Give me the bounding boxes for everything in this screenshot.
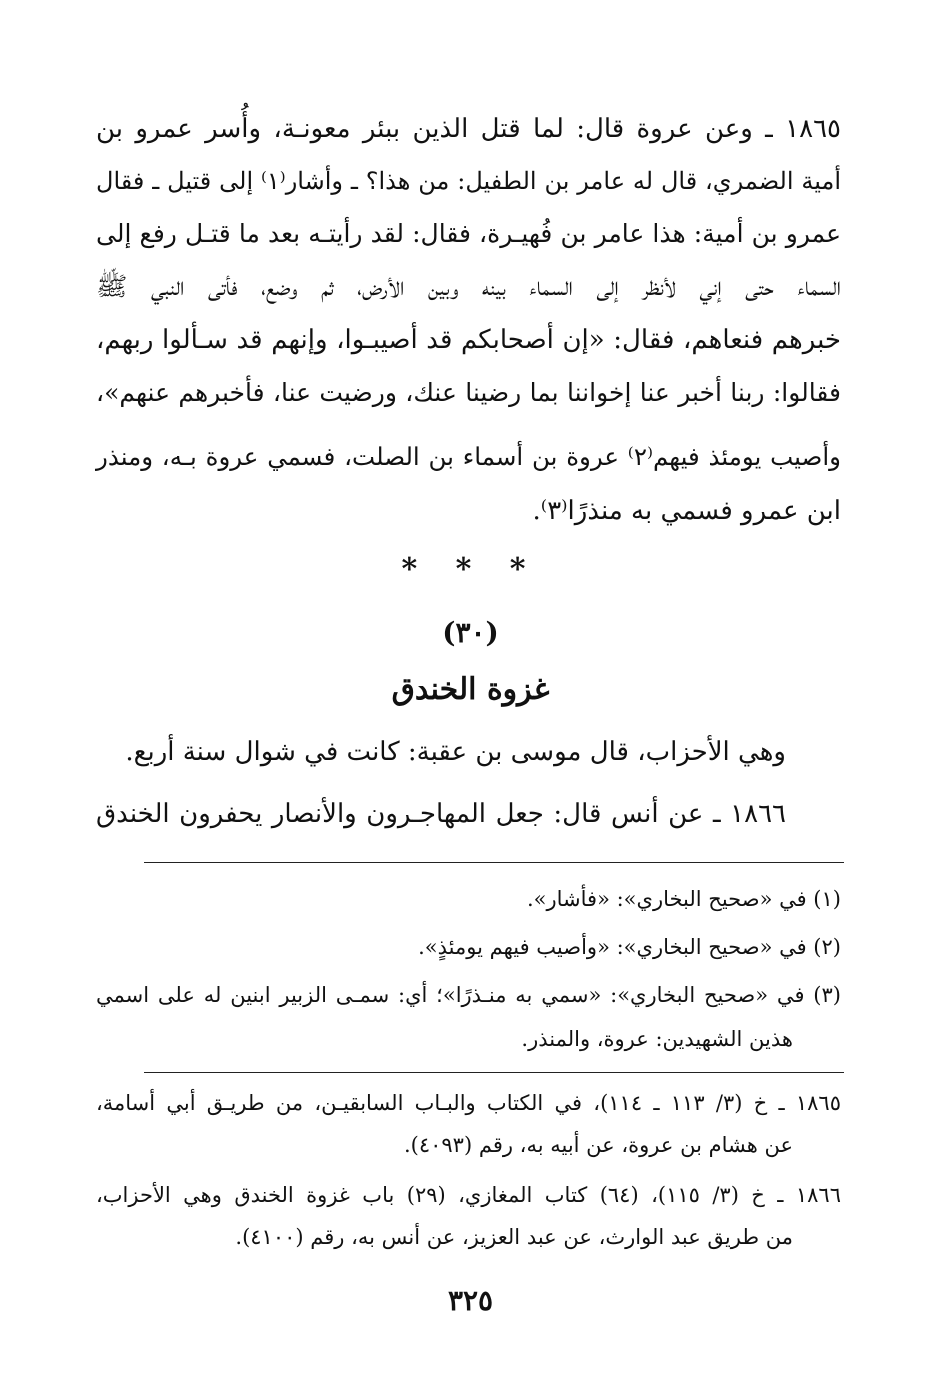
takhrij-1866-line-1: ١٨٦٦ ـ خ (٣/ ١١٥)، (٦٤) كتاب المغازي، (٢٩) باب غزوة الخندق وهي الأحزاب، (96, 1183, 841, 1207)
hadith-1865-line-4: السماء حتى إني لأنظر إلى السماء بينه وبين الأرض، ثم وضع، فأتى النبي ﷺ (96, 272, 841, 302)
footnote-divider (144, 862, 844, 863)
footnote-1: (١) في «صحيح البخاري»: «فأشار». (526, 887, 841, 911)
footnote-2: (٢) في «صحيح البخاري»: «وأصيب فيهم يومئذٍ». (418, 935, 841, 959)
hadith-1865-line-2: أمية الضمري، قال له عامر بن الطفيل: من هذا؟ ـ وأشار⁽١⁾ إلى قتيل ـ فقال (96, 167, 841, 195)
takhrij-1866-line-2: من طريق عبد الوارث، عن عبد العزيز، عن أنس به، رقم (٤١٠٠). (235, 1225, 793, 1249)
footnote-3-line-1: (٣) في «صحيح البخاري»: «سمي به منـذرًا»؛ أي: سمـى الزبير ابنين له على اسمي (96, 983, 841, 1007)
page-number: ٣٢٥ (447, 1284, 494, 1317)
footnote-3-line-2: هذين الشهيدين: عروة، والمنذر. (521, 1027, 793, 1051)
takhrij-1865-line-1: ١٨٦٥ ـ خ (٣/ ١١٣ ـ ١١٤)، في الكتاب والبـاب السابقيـن، من طريـق أبي أسامة، (96, 1091, 841, 1115)
section-separator: * * * (401, 552, 540, 587)
hadith-1865-line-1: ١٨٦٥ ـ وعن عروة قال: لما قتل الذين ببئر معونـة، وأُسر عمرو بن (96, 114, 841, 144)
section-number: (٣٠) (442, 616, 499, 649)
section-title: غزوة الخندق (391, 672, 550, 707)
hadith-1865-line-6: فقالوا: ربنا أخبر عنا إخواننا بما رضينا عنك، ورضيت عنا، فأخبرهم عنهم»، (96, 378, 841, 407)
takhrij-1865-line-2: عن هشام بن عروة، عن أبيه به، رقم (٤٠٩٣). (403, 1133, 793, 1157)
hadith-1865-line-5: خبرهم فنعاهم، فقال: «إن أصحابكم قد أصيبـوا، وإنهم قد سـألوا ربهم، (96, 325, 841, 355)
hadith-1865-line-7: وأصيب يومئذ فيهم⁽٢⁾ عروة بن أسماء بن الصلت، فسمي عروة بـه، ومنذر (96, 442, 841, 471)
takhrij-divider (144, 1072, 844, 1073)
section-intro: وهي الأحزاب، قال موسى بن عقبة: كانت في شوال سنة أربع. (125, 737, 786, 767)
hadith-1866-line-1: ١٨٦٦ ـ عن أنس قال: جعل المهاجـرون والأنصار يحفرون الخندق (96, 799, 786, 829)
hadith-1865-line-3: عمرو بن أمية: هذا عامر بن فُهيـرة، فقال: لقد رأيتـه بعد ما قتـل رفع إلى (96, 219, 841, 248)
hadith-1865-line-8: ابن عمرو فسمي به منذرًا⁽٣⁾. (532, 496, 841, 526)
